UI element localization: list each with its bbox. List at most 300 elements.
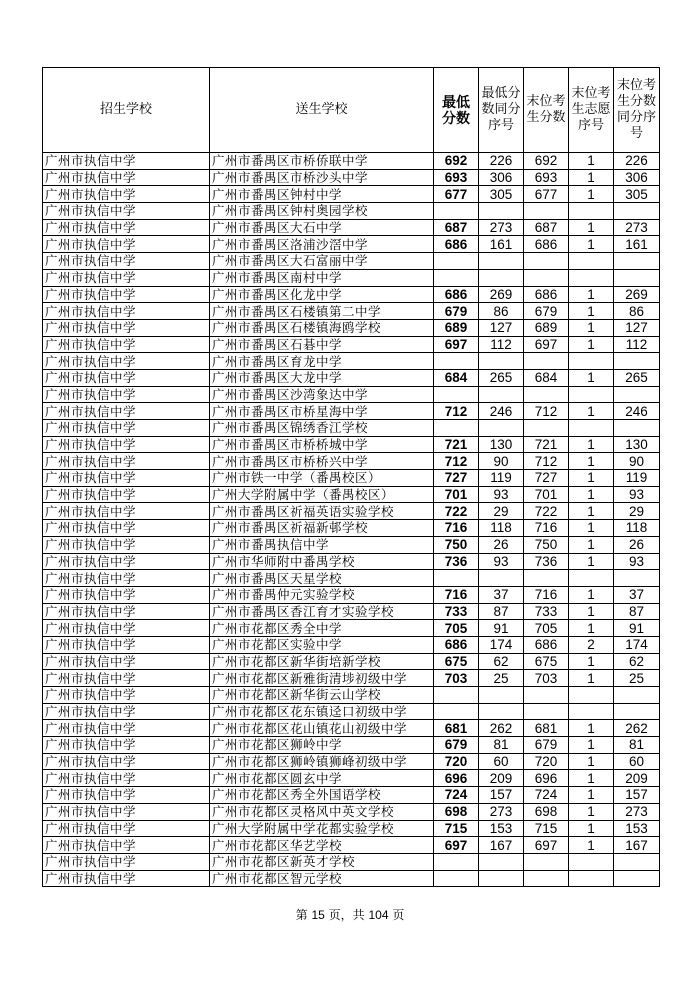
last-score-cell: 703: [524, 670, 569, 687]
table-row: [43, 620, 660, 637]
sending-school-cell: 广州市番禺区市桥星海中学: [210, 403, 434, 420]
min-score-cell: 733: [434, 603, 479, 620]
last-score-cell: 705: [524, 620, 569, 637]
min-score-rank-cell: [479, 386, 524, 403]
recruiting-school-cell: 广州市执信中学: [43, 853, 210, 870]
last-preference-cell: 1: [569, 770, 614, 787]
last-preference-cell: 1: [569, 286, 614, 303]
recruiting-school-cell: 广州市执信中学: [43, 369, 210, 386]
recruiting-school-cell: 广州市执信中学: [43, 236, 210, 253]
table-row: [43, 553, 660, 570]
recruiting-school-cell: 广州市执信中学: [43, 186, 210, 203]
last-score-cell: 712: [524, 453, 569, 470]
last-score-rank-cell: 91: [614, 620, 660, 637]
sending-school-cell: 广州市花都区实验中学: [210, 636, 434, 653]
last-score-rank-cell: 153: [614, 820, 660, 837]
last-preference-cell: 1: [569, 720, 614, 737]
min-score-cell: 720: [434, 753, 479, 770]
sending-school-cell: 广州市花都区秀全中学: [210, 620, 434, 637]
min-score-cell: [434, 203, 479, 220]
sending-school-cell: 广州市番禺区钟村奥园学校: [210, 203, 434, 220]
table-row: [43, 336, 660, 353]
last-preference-cell: [569, 203, 614, 220]
min-score-rank-cell: [479, 253, 524, 270]
min-score-rank-cell: 60: [479, 753, 524, 770]
header-row: [43, 68, 660, 153]
sending-school-cell: 广州市华师附中番禺学校: [210, 553, 434, 570]
sending-school-cell: 广州大学附属中学（番禺校区）: [210, 486, 434, 503]
min-score-cell: [434, 703, 479, 720]
recruiting-school-cell: 广州市执信中学: [43, 770, 210, 787]
sending-school-cell: 广州大学附属中学花都实验学校: [210, 820, 434, 837]
min-score-cell: 705: [434, 620, 479, 637]
last-score-cell: 724: [524, 787, 569, 804]
last-score-rank-cell: [614, 687, 660, 704]
recruiting-school-cell: 广州市执信中学: [43, 720, 210, 737]
min-score-cell: [434, 353, 479, 370]
footer-prefix: 第: [295, 908, 308, 922]
last-score-cell: 689: [524, 319, 569, 336]
min-score-rank-cell: 226: [479, 153, 524, 170]
sending-school-cell: 广州市番禺区沙湾象达中学: [210, 386, 434, 403]
last-preference-cell: 1: [569, 486, 614, 503]
sending-school-cell: 广州市花都区狮岭镇狮峰初级中学: [210, 753, 434, 770]
min-score-cell: 736: [434, 553, 479, 570]
recruiting-school-cell: 广州市执信中学: [43, 536, 210, 553]
last-score-rank-cell: 130: [614, 436, 660, 453]
last-score-rank-cell: [614, 703, 660, 720]
min-score-cell: 686: [434, 286, 479, 303]
min-score-cell: 686: [434, 636, 479, 653]
last-score-cell: 693: [524, 169, 569, 186]
last-score-rank-cell: 62: [614, 653, 660, 670]
min-score-cell: 703: [434, 670, 479, 687]
header-last-score-rank-text: 末位考生分数同分序号: [616, 78, 656, 141]
min-score-cell: 698: [434, 803, 479, 820]
last-score-cell: 697: [524, 336, 569, 353]
last-preference-cell: 1: [569, 403, 614, 420]
recruiting-school-cell: 广州市执信中学: [43, 653, 210, 670]
table-row: [43, 269, 660, 286]
last-score-rank-cell: 226: [614, 153, 660, 170]
last-score-rank-cell: 273: [614, 803, 660, 820]
sending-school-cell: 广州市番禺仲元实验学校: [210, 586, 434, 603]
last-score-cell: 692: [524, 153, 569, 170]
last-score-cell: 677: [524, 186, 569, 203]
recruiting-school-cell: 广州市执信中学: [43, 253, 210, 270]
last-preference-cell: 1: [569, 670, 614, 687]
sending-school-cell: 广州市番禺区市桥桥城中学: [210, 436, 434, 453]
min-score-rank-cell: [479, 687, 524, 704]
min-score-rank-cell: [479, 853, 524, 870]
recruiting-school-cell: 广州市执信中学: [43, 153, 210, 170]
min-score-rank-cell: 265: [479, 369, 524, 386]
recruiting-school-cell: 广州市执信中学: [43, 269, 210, 286]
last-score-rank-cell: 157: [614, 787, 660, 804]
recruiting-school-cell: 广州市执信中学: [43, 586, 210, 603]
last-score-cell: 727: [524, 470, 569, 487]
min-score-rank-cell: 112: [479, 336, 524, 353]
last-preference-cell: 1: [569, 153, 614, 170]
min-score-cell: [434, 570, 479, 587]
last-score-rank-cell: 86: [614, 303, 660, 320]
last-preference-cell: 1: [569, 603, 614, 620]
recruiting-school-cell: 广州市执信中学: [43, 420, 210, 437]
min-score-rank-cell: [479, 353, 524, 370]
sending-school-cell: 广州市番禺区大石富丽中学: [210, 253, 434, 270]
last-preference-cell: [569, 269, 614, 286]
table-row: [43, 353, 660, 370]
last-score-rank-cell: [614, 853, 660, 870]
table-row: [43, 570, 660, 587]
table-row: [43, 803, 660, 820]
last-preference-cell: 1: [569, 787, 614, 804]
sending-school-cell: 广州市番禺区祈福新邨学校: [210, 520, 434, 537]
last-preference-cell: [569, 853, 614, 870]
sending-school-cell: 广州市花都区新华街云山学校: [210, 687, 434, 704]
table-row: [43, 687, 660, 704]
table-row: [43, 169, 660, 186]
min-score-rank-cell: 93: [479, 553, 524, 570]
min-score-cell: 697: [434, 837, 479, 854]
last-preference-cell: 1: [569, 436, 614, 453]
min-score-rank-cell: 90: [479, 453, 524, 470]
last-score-rank-cell: 93: [614, 553, 660, 570]
sending-school-cell: 广州市番禺区大龙中学: [210, 369, 434, 386]
last-score-cell: 736: [524, 553, 569, 570]
min-score-rank-cell: 167: [479, 837, 524, 854]
page-footer: [0, 906, 700, 923]
last-score-cell: [524, 687, 569, 704]
min-score-rank-cell: [479, 269, 524, 286]
last-score-rank-cell: 306: [614, 169, 660, 186]
last-score-cell: [524, 203, 569, 220]
sending-school-cell: 广州市番禺区祈福英语实验学校: [210, 503, 434, 520]
sending-school-cell: 广州市花都区狮岭中学: [210, 737, 434, 754]
last-score-cell: 733: [524, 603, 569, 620]
last-preference-cell: 1: [569, 303, 614, 320]
min-score-rank-cell: 174: [479, 636, 524, 653]
last-preference-cell: [569, 353, 614, 370]
last-score-cell: 686: [524, 286, 569, 303]
last-preference-cell: [569, 703, 614, 720]
sending-school-cell: 广州市花都区智元学校: [210, 870, 434, 887]
last-score-rank-cell: [614, 870, 660, 887]
last-score-cell: [524, 420, 569, 437]
last-score-cell: [524, 386, 569, 403]
min-score-cell: 716: [434, 586, 479, 603]
sending-school-cell: 广州市番禺区天星学校: [210, 570, 434, 587]
last-score-cell: 679: [524, 303, 569, 320]
min-score-cell: [434, 386, 479, 403]
last-score-cell: [524, 853, 569, 870]
last-score-cell: 696: [524, 770, 569, 787]
table-row: [43, 770, 660, 787]
table-row: [43, 386, 660, 403]
last-score-cell: [524, 269, 569, 286]
min-score-rank-cell: 305: [479, 186, 524, 203]
min-score-cell: 675: [434, 653, 479, 670]
min-score-rank-cell: 93: [479, 486, 524, 503]
recruiting-school-cell: 广州市执信中学: [43, 503, 210, 520]
min-score-rank-cell: 153: [479, 820, 524, 837]
sending-school-cell: 广州市花都区新雅街清埗初级中学: [210, 670, 434, 687]
last-score-rank-cell: 37: [614, 586, 660, 603]
last-preference-cell: 1: [569, 453, 614, 470]
last-preference-cell: 1: [569, 169, 614, 186]
min-score-cell: 697: [434, 336, 479, 353]
total-pages: 104: [368, 908, 389, 922]
min-score-rank-cell: 119: [479, 470, 524, 487]
sending-school-cell: 广州市番禺区大石中学: [210, 219, 434, 236]
sending-school-cell: 广州市花都区灵格风中英文学校: [210, 803, 434, 820]
table-row: [43, 153, 660, 170]
last-score-rank-cell: 81: [614, 737, 660, 754]
recruiting-school-cell: 广州市执信中学: [43, 436, 210, 453]
table-row: [43, 586, 660, 603]
sending-school-cell: 广州市番禺区市桥侨联中学: [210, 153, 434, 170]
last-score-rank-cell: 265: [614, 369, 660, 386]
min-score-cell: 679: [434, 737, 479, 754]
last-preference-cell: 1: [569, 653, 614, 670]
sending-school-cell: 广州市铁一中学（番禺校区）: [210, 470, 434, 487]
sending-school-cell: 广州市花都区花山镇花山初级中学: [210, 720, 434, 737]
table-row: [43, 369, 660, 386]
last-preference-cell: 1: [569, 219, 614, 236]
page-number: 15: [311, 908, 325, 922]
min-score-rank-cell: 91: [479, 620, 524, 637]
recruiting-school-cell: 广州市执信中学: [43, 203, 210, 220]
last-preference-cell: 1: [569, 536, 614, 553]
last-score-rank-cell: [614, 269, 660, 286]
table-row: [43, 253, 660, 270]
last-score-cell: 701: [524, 486, 569, 503]
sending-school-cell: 广州市番禺区市桥沙头中学: [210, 169, 434, 186]
recruiting-school-cell: 广州市执信中学: [43, 303, 210, 320]
last-preference-cell: [569, 570, 614, 587]
header-last-score-text: 末位考生分数: [526, 94, 566, 125]
last-preference-cell: [569, 420, 614, 437]
min-score-cell: [434, 687, 479, 704]
min-score-rank-cell: 130: [479, 436, 524, 453]
last-score-rank-cell: 29: [614, 503, 660, 520]
min-score-rank-cell: [479, 870, 524, 887]
min-score-cell: [434, 253, 479, 270]
min-score-cell: 693: [434, 169, 479, 186]
recruiting-school-cell: 广州市执信中学: [43, 520, 210, 537]
table-row: [43, 837, 660, 854]
last-score-cell: 686: [524, 236, 569, 253]
table-row: [43, 636, 660, 653]
sending-school-cell: 广州市番禺区育龙中学: [210, 353, 434, 370]
last-score-rank-cell: 118: [614, 520, 660, 537]
min-score-cell: 677: [434, 186, 479, 203]
recruiting-school-cell: 广州市执信中学: [43, 453, 210, 470]
recruiting-school-cell: 广州市执信中学: [43, 670, 210, 687]
last-preference-cell: 1: [569, 503, 614, 520]
sending-school-cell: 广州市番禺区锦绣香江学校: [210, 420, 434, 437]
last-preference-cell: 1: [569, 236, 614, 253]
last-preference-cell: 1: [569, 520, 614, 537]
min-score-rank-cell: 118: [479, 520, 524, 537]
table-row: [43, 653, 660, 670]
recruiting-school-cell: 广州市执信中学: [43, 286, 210, 303]
min-score-cell: 715: [434, 820, 479, 837]
table-row: [43, 536, 660, 553]
last-score-cell: 720: [524, 753, 569, 770]
min-score-rank-cell: 157: [479, 787, 524, 804]
min-score-cell: 684: [434, 369, 479, 386]
min-score-cell: [434, 870, 479, 887]
last-preference-cell: 1: [569, 553, 614, 570]
admission-table: [42, 67, 660, 887]
header-recruiting-school: 招生学校: [43, 68, 210, 153]
min-score-cell: 712: [434, 403, 479, 420]
min-score-cell: 721: [434, 436, 479, 453]
min-score-cell: 701: [434, 486, 479, 503]
last-score-cell: 715: [524, 820, 569, 837]
min-score-cell: [434, 853, 479, 870]
last-score-cell: 716: [524, 520, 569, 537]
last-preference-cell: 1: [569, 620, 614, 637]
min-score-cell: 722: [434, 503, 479, 520]
last-score-cell: [524, 253, 569, 270]
last-score-rank-cell: [614, 386, 660, 403]
last-score-cell: 687: [524, 219, 569, 236]
min-score-rank-cell: 29: [479, 503, 524, 520]
min-score-rank-cell: 269: [479, 286, 524, 303]
last-preference-cell: [569, 386, 614, 403]
sending-school-cell: 广州市花都区新华街培新学校: [210, 653, 434, 670]
recruiting-school-cell: 广州市执信中学: [43, 787, 210, 804]
min-score-rank-cell: [479, 420, 524, 437]
last-score-cell: [524, 870, 569, 887]
last-preference-cell: 1: [569, 753, 614, 770]
min-score-cell: 727: [434, 470, 479, 487]
min-score-cell: [434, 269, 479, 286]
min-score-cell: 681: [434, 720, 479, 737]
last-score-cell: [524, 570, 569, 587]
last-score-rank-cell: 161: [614, 236, 660, 253]
recruiting-school-cell: 广州市执信中学: [43, 620, 210, 637]
last-preference-cell: 1: [569, 737, 614, 754]
table-row: [43, 670, 660, 687]
min-score-cell: 724: [434, 787, 479, 804]
last-score-cell: 686: [524, 636, 569, 653]
recruiting-school-cell: 广州市执信中学: [43, 737, 210, 754]
min-score-cell: 712: [434, 453, 479, 470]
min-score-rank-cell: [479, 703, 524, 720]
last-score-cell: 721: [524, 436, 569, 453]
last-score-rank-cell: 87: [614, 603, 660, 620]
sending-school-cell: 广州市番禺区市桥桥兴中学: [210, 453, 434, 470]
header-min-score-rank-text: 最低分数同分序号: [481, 86, 521, 133]
min-score-rank-cell: [479, 570, 524, 587]
last-score-rank-cell: 119: [614, 470, 660, 487]
table-row: [43, 503, 660, 520]
min-score-cell: 692: [434, 153, 479, 170]
sending-school-cell: 广州市番禺执信中学: [210, 536, 434, 553]
min-score-rank-cell: [479, 203, 524, 220]
last-score-rank-cell: 273: [614, 219, 660, 236]
recruiting-school-cell: 广州市执信中学: [43, 353, 210, 370]
footer-suffix: 页: [392, 908, 405, 922]
sending-school-cell: 广州市花都区秀全外国语学校: [210, 787, 434, 804]
last-preference-cell: [569, 870, 614, 887]
last-score-cell: 722: [524, 503, 569, 520]
sending-school-cell: 广州市花都区新英才学校: [210, 853, 434, 870]
table-row: [43, 436, 660, 453]
min-score-rank-cell: 62: [479, 653, 524, 670]
sending-school-cell: 广州市番禺区钟村中学: [210, 186, 434, 203]
last-score-rank-cell: [614, 203, 660, 220]
last-score-rank-cell: 112: [614, 336, 660, 353]
table-row: [43, 453, 660, 470]
sending-school-cell: 广州市番禺区石楼镇海鸥学校: [210, 319, 434, 336]
last-preference-cell: 1: [569, 837, 614, 854]
last-score-rank-cell: [614, 570, 660, 587]
table-row: [43, 319, 660, 336]
recruiting-school-cell: 广州市执信中学: [43, 820, 210, 837]
table-row: [43, 470, 660, 487]
last-preference-cell: 1: [569, 336, 614, 353]
last-score-rank-cell: [614, 253, 660, 270]
recruiting-school-cell: 广州市执信中学: [43, 470, 210, 487]
table-row: [43, 787, 660, 804]
sending-school-cell: 广州市花都区圆玄中学: [210, 770, 434, 787]
table-row: [43, 870, 660, 887]
header-last-preference: [569, 68, 614, 153]
table-row: [43, 286, 660, 303]
last-score-cell: [524, 703, 569, 720]
recruiting-school-cell: 广州市执信中学: [43, 553, 210, 570]
header-last-preference-text: 末位考生志愿序号: [571, 86, 611, 133]
last-preference-cell: 1: [569, 319, 614, 336]
last-preference-cell: 2: [569, 636, 614, 653]
recruiting-school-cell: 广州市执信中学: [43, 870, 210, 887]
last-score-cell: 681: [524, 720, 569, 737]
last-preference-cell: [569, 687, 614, 704]
sending-school-cell: 广州市番禺区化龙中学: [210, 286, 434, 303]
table-row: [43, 186, 660, 203]
last-preference-cell: [569, 253, 614, 270]
last-score-cell: 698: [524, 803, 569, 820]
last-preference-cell: 1: [569, 369, 614, 386]
last-score-cell: 716: [524, 586, 569, 603]
last-score-cell: 679: [524, 737, 569, 754]
recruiting-school-cell: 广州市执信中学: [43, 336, 210, 353]
header-last-score: [524, 68, 569, 153]
min-score-cell: 687: [434, 219, 479, 236]
sending-school-cell: 广州市花都区华艺学校: [210, 837, 434, 854]
header-min-score-text: 最低分数: [442, 94, 470, 126]
last-preference-cell: 1: [569, 586, 614, 603]
recruiting-school-cell: 广州市执信中学: [43, 386, 210, 403]
sending-school-cell: 广州市花都区花东镇迳口初级中学: [210, 703, 434, 720]
min-score-rank-cell: 87: [479, 603, 524, 620]
table-row: [43, 236, 660, 253]
table-row: [43, 403, 660, 420]
last-score-cell: 675: [524, 653, 569, 670]
min-score-rank-cell: 81: [479, 737, 524, 754]
sending-school-cell: 广州市番禺区洛浦沙滘中学: [210, 236, 434, 253]
table-row: [43, 820, 660, 837]
table-row: [43, 703, 660, 720]
last-preference-cell: 1: [569, 820, 614, 837]
min-score-rank-cell: 26: [479, 536, 524, 553]
recruiting-school-cell: 广州市执信中学: [43, 703, 210, 720]
recruiting-school-cell: 广州市执信中学: [43, 169, 210, 186]
